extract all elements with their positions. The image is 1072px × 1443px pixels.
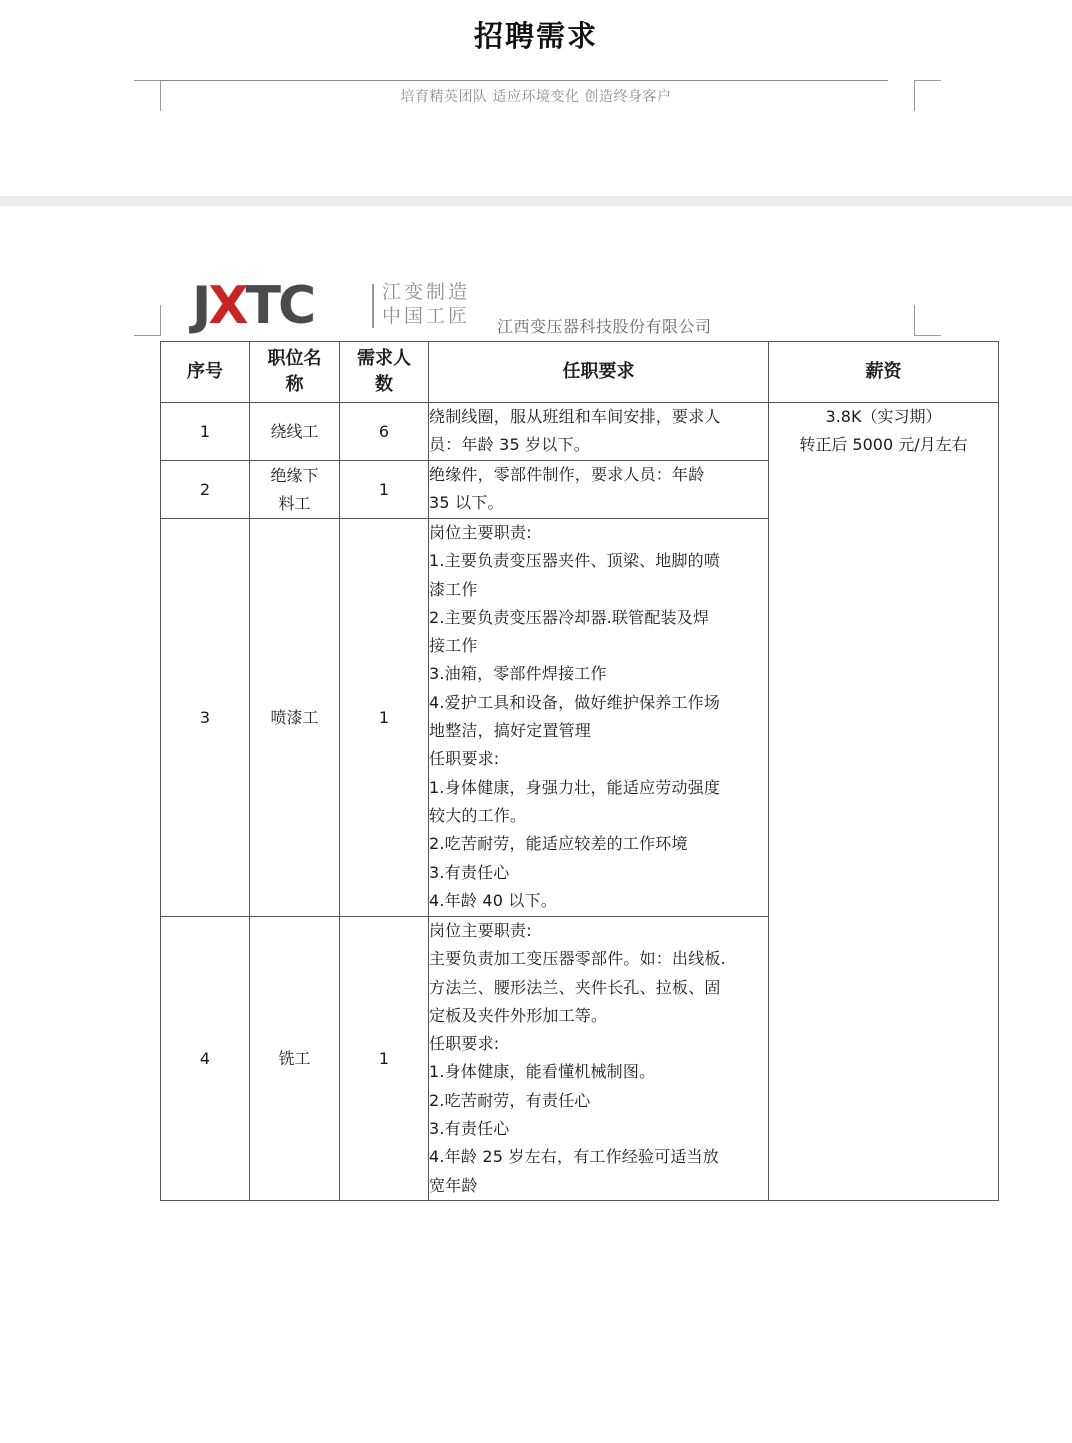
row-count: 1 (340, 461, 429, 519)
recruitment-table (160, 341, 999, 1201)
requirement-line: 较大的工作。 (429, 805, 527, 825)
salary-cell (769, 403, 999, 1201)
requirement-line: 35 以下。 (429, 493, 504, 513)
salary-line: 3.8K（实习期） (825, 407, 942, 426)
crop-mark (134, 305, 161, 336)
requirement-line: 员：年龄 35 岁以下。 (429, 435, 590, 455)
requirement-line: 方法兰、腰形法兰、夹件长孔、拉板、固 (429, 977, 721, 997)
requirement-line: 4.爱护工具和设备，做好维护保养工作场 (429, 692, 721, 712)
header-seq: 序号 (161, 342, 250, 403)
row-seq: 1 (161, 403, 250, 461)
row-position-line: 喷漆工 (270, 707, 319, 727)
row-count: 1 (340, 917, 429, 1201)
row-position-line: 料工 (278, 493, 311, 513)
salary-line: 转正后 5000 元/月左右 (799, 435, 968, 455)
requirement-line: 宽年龄 (429, 1175, 478, 1195)
header-position (250, 342, 340, 403)
row-count: 6 (340, 403, 429, 461)
crop-mark (914, 305, 941, 336)
row-position-line: 绕线工 (270, 421, 319, 441)
requirement-line: 漆工作 (429, 579, 478, 599)
header-rule (160, 80, 888, 81)
requirement-line: 2.吃苦耐劳，能适应较差的工作环境 (429, 834, 688, 854)
requirement-line: 任职要求: (429, 749, 500, 769)
requirement-line: 1.身体健康，能看懂机械制图。 (429, 1062, 656, 1082)
page-separator (0, 196, 1072, 206)
header-count (340, 342, 429, 403)
previous-page-footer (0, 0, 1072, 196)
row-requirements (429, 917, 769, 1201)
row-seq: 3 (161, 519, 250, 917)
logo-letter: T (245, 276, 278, 336)
requirement-line: 2.吃苦耐劳，有责任心 (429, 1090, 591, 1110)
logo-letter: X (208, 276, 246, 336)
row-position (250, 917, 340, 1201)
requirement-line: 3.油箱，零部件焊接工作 (429, 664, 607, 684)
requirement-line: 1.身体健康，身强力壮，能适应劳动强度 (429, 777, 721, 797)
row-requirements (429, 461, 769, 519)
company-slogan: 培育精英团队 适应环境变化 创造终身客户 (400, 89, 672, 105)
table-header-row (161, 342, 999, 403)
row-seq: 4 (161, 917, 250, 1201)
requirement-line: 4.年龄 25 岁左右，有工作经验可适当放 (429, 1147, 719, 1167)
requirement-line: 3.有责任心 (429, 1119, 510, 1139)
requirement-line: 岗位主要职责: (429, 523, 532, 542)
table-row (161, 403, 999, 461)
requirement-line: 3.有责任心 (429, 862, 510, 882)
requirement-line: 任职要求: (429, 1034, 500, 1054)
requirement-line: 1.主要负责变压器夹件、顶梁、地脚的喷 (429, 551, 721, 571)
logo-letter: C (277, 276, 314, 336)
logo-cn-line: 中国工匠 (382, 305, 471, 327)
row-position-line: 绝缘下 (270, 465, 319, 485)
header-position-line: 称 (285, 374, 304, 395)
logo-divider (372, 284, 374, 328)
requirement-line: 绝缘件，零部件制作，要求人员：年龄 (429, 465, 705, 484)
requirement-line: 2.主要负责变压器冷却器.联管配装及焊 (429, 607, 710, 627)
row-requirements (429, 403, 769, 461)
row-position (250, 461, 340, 519)
logo-cn-line: 江变制造 (382, 281, 471, 303)
requirement-line: 4.年龄 40 以下。 (429, 890, 557, 910)
logo-wordmark (192, 278, 313, 334)
header-count-line: 需求人 (357, 348, 411, 369)
requirement-line: 地整洁，搞好定置管理 (429, 721, 592, 741)
document-title: 招聘需求 (473, 19, 598, 53)
header-count-line: 数 (375, 374, 393, 395)
requirement-line: 绕制线圈，服从班组和车间安排，要求人 (429, 407, 721, 426)
row-position (250, 519, 340, 917)
company-name: 江西变压器科技股份有限公司 (497, 317, 712, 336)
requirement-line: 岗位主要职责: (429, 921, 532, 940)
row-requirements (429, 519, 769, 917)
row-seq: 2 (161, 461, 250, 519)
row-count: 1 (340, 519, 429, 917)
logo-letter: J (192, 276, 209, 336)
header-requirements: 任职要求 (429, 342, 769, 403)
row-position (250, 403, 340, 461)
logo-chinese-text (382, 280, 482, 328)
row-position-line: 铣工 (278, 1048, 311, 1068)
requirement-line: 主要负责加工变压器零部件。如：出线板. (429, 949, 726, 969)
header-salary: 薪资 (769, 342, 999, 403)
requirement-line: 接工作 (429, 636, 478, 656)
requirement-line: 定板及夹件外形加工等。 (429, 1005, 608, 1025)
header-position-line: 职位名 (267, 348, 322, 369)
